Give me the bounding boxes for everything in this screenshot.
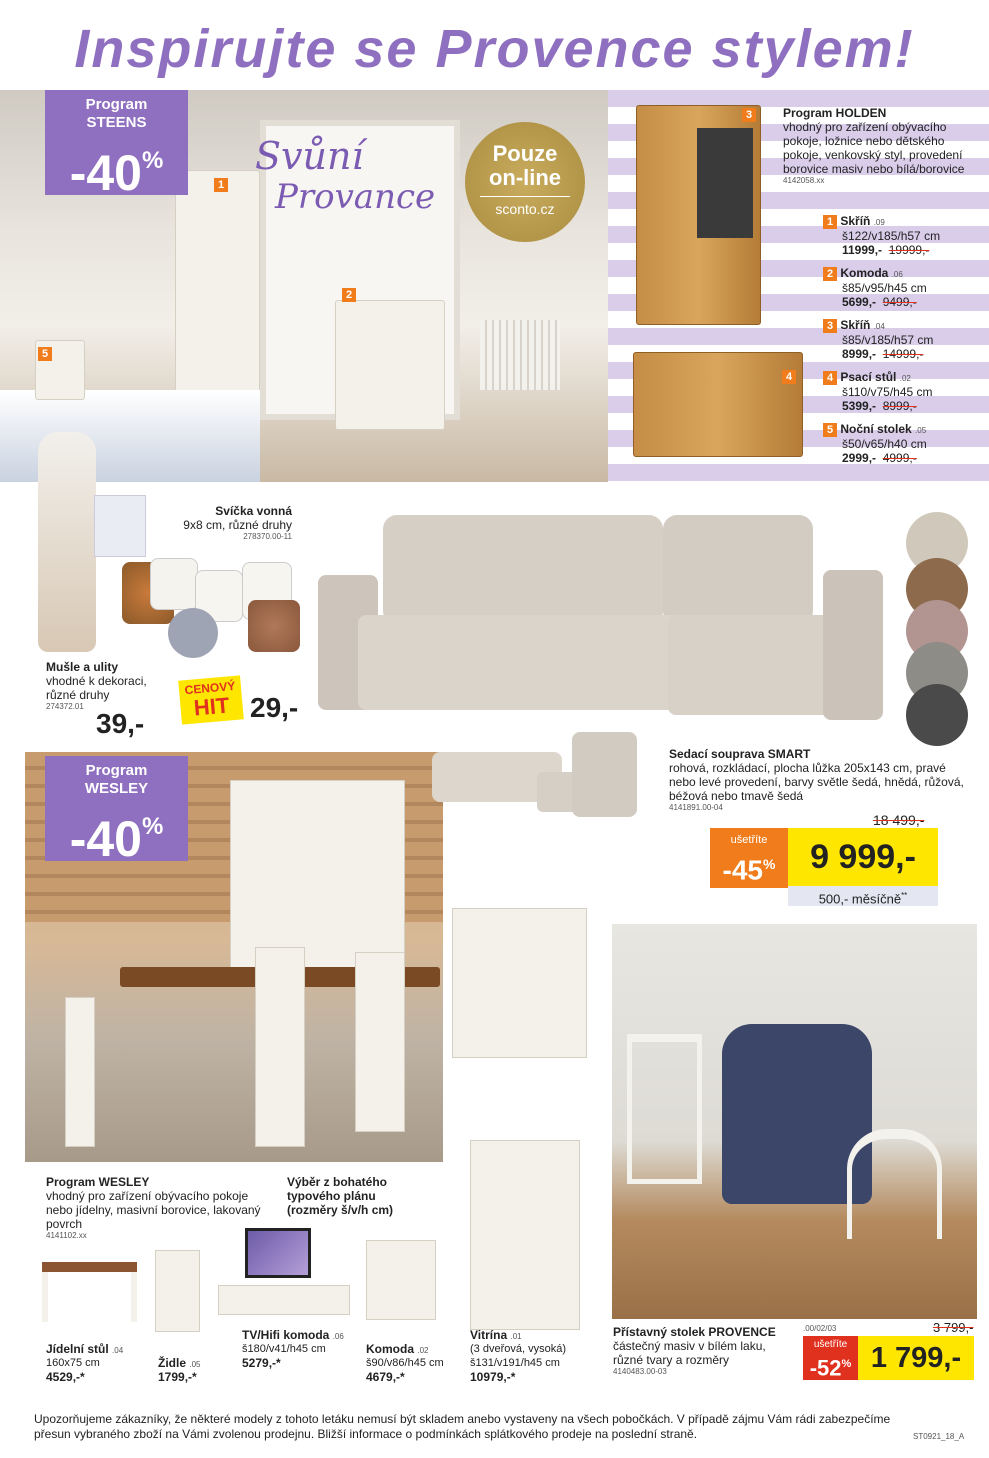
wesley-item: [242, 1328, 352, 1370]
wesley-title: Program WESLEY: [46, 1175, 150, 1189]
holden-item-dims: š122/v185/h57 cm: [842, 229, 941, 243]
holden-item-code: .05: [915, 426, 927, 435]
candle-image: [168, 608, 218, 658]
online-only-badge: [465, 122, 585, 242]
footer-note: Upozorňujeme zákazníky, že některé modely z tohoto letáku nemusí být skladem anebo vystaveny na všech pobočkách. V případě zájmu Vám rádi zabezpečíme přesun vybraného zboží na Vámi zvolenou prodejnu. Bližší informace o podmínkách splátkového prodeje na poslední straně.: [34, 1412, 891, 1441]
wesley-dresser-image: [366, 1240, 436, 1320]
wesley-item-price: 4529,-*: [46, 1370, 85, 1384]
wesley-chair-image: [155, 1250, 200, 1332]
holden-item-price: 2999,-: [842, 451, 877, 465]
wesley-discount-badge: [45, 756, 188, 867]
holden-item-old: 4999,-: [882, 451, 917, 465]
holden-item-num: 3: [823, 319, 837, 333]
candle-image: [248, 600, 300, 652]
smart-monthly: [788, 886, 938, 906]
price-hit-badge: [178, 675, 244, 724]
wesley-item: [366, 1342, 466, 1384]
wesley-item-price: 1799,-*: [158, 1370, 197, 1384]
holden-item: [823, 422, 983, 474]
wesley-label-2: WESLEY: [84, 780, 149, 797]
holden-item-name: Skříň: [840, 214, 871, 228]
steens-discount: -40: [69, 145, 142, 201]
holden-item-old: 14999,-: [882, 347, 924, 361]
holden-list: [823, 214, 983, 474]
shells-code: 274372.01: [46, 702, 84, 711]
holden-item: [823, 370, 983, 422]
wesley-item-name: TV/Hifi komoda: [242, 1328, 330, 1342]
sideboard-image: [452, 908, 587, 1058]
holden-item-price: 11999,-: [842, 243, 883, 257]
online-line-1: Pouze: [492, 141, 558, 166]
provence-variants: .00/02/03: [803, 1324, 837, 1333]
smart-name: Sedací souprava SMART: [669, 747, 811, 761]
steens-label-1: Program: [85, 96, 148, 113]
color-swatch-dark-grey[interactable]: [906, 684, 968, 746]
holden-item-dims: š110/v75/h45 cm: [842, 385, 933, 399]
holden-item-code: .09: [873, 218, 885, 227]
smart-code: 4141891.00-04: [669, 803, 723, 812]
round-table-image: [847, 1129, 942, 1239]
holden-desc: vhodný pro zařízení obývacího pokoje, ložnice nebo dětského pokoje, venkovský styl, provedení borovice masiv nebo bílá/borovice: [783, 120, 965, 176]
hit-line-1: CENOVÝ: [184, 678, 236, 698]
wesley-item-dims: š180/v41/h45 cm: [242, 1343, 326, 1355]
holden-item-code: .04: [873, 322, 885, 331]
candle-box-image: [94, 495, 146, 557]
provence-old-price: 3 799,-: [933, 1320, 974, 1335]
steens-pct: %: [141, 147, 164, 174]
online-line-2: on-line: [488, 165, 562, 190]
shells-price: 39,-: [96, 708, 145, 739]
holden-item-name: Psací stůl: [840, 370, 897, 384]
page-title: Inspirujte se Provence stylem!: [74, 19, 915, 79]
wesley-item-code: .06: [332, 1332, 344, 1341]
smart-old-price: 18 499,-: [873, 812, 925, 828]
holden-item-old: 9499,-: [882, 295, 917, 309]
wesley-item-price: 4679,-*: [366, 1370, 405, 1384]
candle-image: [150, 558, 198, 610]
footer-code: ST0921_18_A: [913, 1432, 965, 1441]
holden-info: [783, 106, 983, 186]
holden-item-old: 8999,-: [882, 399, 917, 413]
provence-save-label: ušetříte: [813, 1339, 848, 1350]
holden-item-name: Noční stolek: [840, 422, 912, 436]
holden-wardrobe-image: [636, 105, 761, 325]
shells-bag-image: [38, 432, 96, 652]
side-table-image: [627, 1034, 702, 1184]
wesley-item-name: Židle: [158, 1356, 187, 1370]
wesley-item-code: .04: [112, 1346, 124, 1355]
holden-item-old: 19999,-: [888, 243, 930, 257]
holden-item-num: 2: [823, 267, 837, 281]
holden-code: 4142058.xx: [783, 176, 825, 185]
radiator-image: [480, 320, 560, 390]
wesley-info: [46, 1175, 276, 1241]
wesley-item-name: Komoda: [366, 1342, 414, 1356]
marker-3: 3: [742, 108, 756, 122]
wesley-choice: Výběr z bohatého typového plánu (rozměry š/v/h cm): [287, 1175, 394, 1217]
wesley-item-code: .02: [417, 1346, 429, 1355]
candle-code: 278370.00-11: [243, 532, 292, 541]
holden-item: [823, 318, 983, 370]
smart-pct: %: [763, 856, 776, 872]
steens-label-2: STEENS: [86, 114, 147, 131]
holden-item-code: .06: [891, 270, 903, 279]
holden-item: [823, 214, 983, 266]
wesley-item-name: Vitrína: [470, 1328, 508, 1342]
provence-price: 1 799,-: [858, 1336, 974, 1380]
wesley-item-price: 10979,-*: [470, 1370, 516, 1384]
holden-item-price: 5399,-: [842, 399, 877, 413]
wesley-vitrine-image: [470, 1140, 580, 1330]
wesley-item-dims: (3 dveřová, vysoká) š131/v191/h45 cm: [470, 1343, 566, 1369]
armchair-photo: [612, 924, 977, 1319]
holden-item-dims: š85/v95/h45 cm: [842, 281, 927, 295]
wesley-item-price: 5279,-*: [242, 1356, 281, 1370]
provence-desc: částečný masiv v bílém laku, různé tvary a rozměry: [613, 1339, 766, 1367]
provence-info: [613, 1325, 793, 1377]
holden-item-num: 5: [823, 423, 837, 437]
provence-code: 4140483.00-03: [613, 1367, 667, 1376]
provence-pct: %: [841, 1358, 852, 1370]
holden-item-dims: š85/v185/h57 cm: [842, 333, 934, 347]
holden-item-dims: š50/v65/h40 cm: [842, 437, 927, 451]
dresser-image: [335, 300, 445, 430]
shells-name: Mušle a ulity: [46, 660, 119, 674]
smart-monthly-text: 500,- měsíčně: [818, 891, 902, 907]
holden-title: Program HOLDEN: [783, 106, 887, 120]
marker-4: 4: [782, 370, 796, 384]
smart-discount: -45: [722, 854, 763, 886]
shells-desc: vhodné k dekoraci, různé druhy: [46, 674, 147, 702]
steens-discount-badge: [45, 90, 188, 201]
wesley-item: [470, 1328, 595, 1384]
wesley-item: [46, 1342, 146, 1384]
wesley-item-name: Jídelní stůl: [46, 1342, 109, 1356]
wesley-pct: %: [141, 813, 164, 840]
holden-item-name: Komoda: [840, 266, 889, 280]
candle-desc: 9x8 cm, různé druhy: [183, 518, 292, 532]
sofa-bed-image: [432, 732, 642, 832]
wesley-label-1: Program: [85, 762, 148, 779]
smart-discount-badge: [710, 828, 788, 888]
holden-item-price: 5699,-: [842, 295, 877, 309]
holden-item-price: 8999,-: [842, 347, 877, 361]
holden-item-num: 4: [823, 371, 837, 385]
holden-item: [823, 266, 983, 318]
marker-5: 5: [38, 347, 52, 361]
provence-script-logo: [245, 135, 435, 245]
script-line-1: Svůní: [255, 134, 364, 178]
wesley-item: [158, 1356, 228, 1384]
wesley-item-dims: š90/v86/h45 cm: [366, 1357, 444, 1369]
wesley-tv-unit-image: [218, 1285, 350, 1315]
online-url[interactable]: sconto.cz: [480, 196, 570, 217]
wesley-item-dims: 160x75 cm: [46, 1357, 100, 1369]
candle-info: [170, 504, 292, 542]
sofa-image: [318, 515, 888, 725]
wesley-desc: vhodný pro zařízení obývacího pokoje nebo jídelny, masivní borovice, lakovaný povrch: [46, 1189, 261, 1231]
wesley-item-code: .05: [189, 1360, 201, 1369]
provence-discount: -52: [809, 1355, 842, 1381]
candle-name: Svíčka vonná: [215, 504, 292, 518]
shells-info: [46, 660, 176, 712]
wesley-item-code: .01: [510, 1332, 522, 1341]
smart-price: 9 999,-: [788, 828, 938, 886]
script-line-2: Provance: [275, 177, 436, 217]
hit-line-2: HIT: [192, 692, 231, 721]
candle-price: 29,-: [250, 692, 299, 723]
holden-item-num: 1: [823, 215, 837, 229]
provence-discount-badge: [803, 1336, 858, 1380]
holden-desk-image: [633, 352, 803, 457]
smart-desc: rohová, rozkládací, plocha lůžka 205x143 cm, pravé nebo levé provedení, barvy světle šedá, hnědá, růžová, béžová nebo tmavě šedá: [669, 761, 964, 803]
smart-info: [669, 747, 969, 813]
smart-save-label: ušetříte: [730, 834, 768, 846]
marker-2: 2: [342, 288, 356, 302]
wesley-code: 4141102.xx: [46, 1231, 87, 1240]
provence-name: Přístavný stolek PROVENCE: [613, 1325, 776, 1339]
smart-monthly-mark: **: [901, 891, 908, 900]
tv-image: [245, 1228, 311, 1278]
wesley-discount: -40: [69, 811, 142, 867]
wesley-table-image: [42, 1262, 137, 1322]
marker-1: 1: [214, 178, 228, 192]
holden-item-name: Skříň: [840, 318, 871, 332]
holden-item-code: .02: [899, 374, 911, 383]
hutch-image: [230, 780, 405, 970]
